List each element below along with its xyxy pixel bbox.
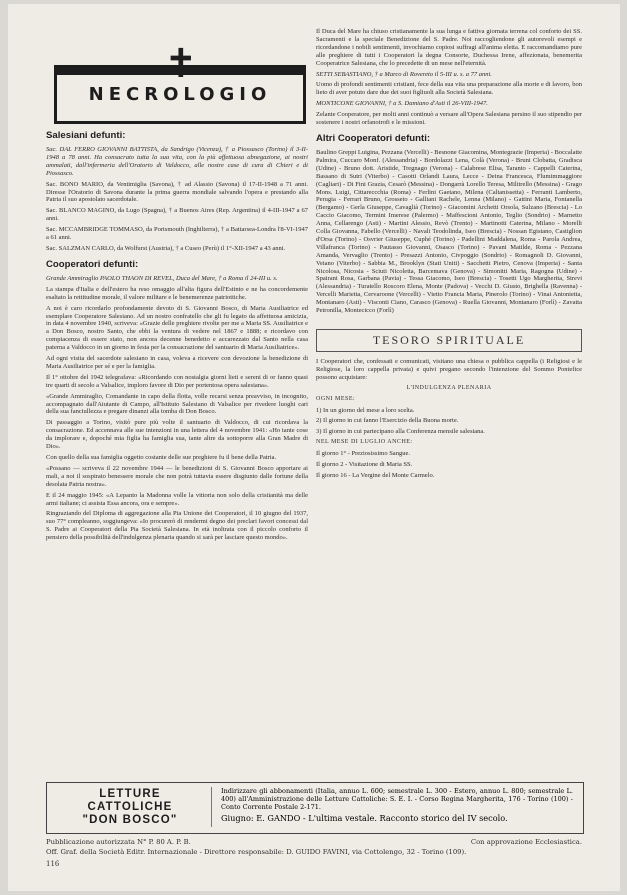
paragraph: Il 1° ottobre del 1942 telegrafava: «Ricordando con nostalgia giorni lieti e sereni di or fanno quasi tre quarti di secolo a Valsalice, imploro favore di Dio per portentosa opera salesiana».	[46, 373, 308, 389]
page-number: 116	[46, 860, 60, 868]
ogni-mese-item: 2) Il giorno in cui fanno l'Esercizio della Buona morte.	[316, 417, 459, 425]
paragraph: Il Duca del Mare ha chiuso cristianamente la sua lunga e fattiva giornata terrena col conforto dei SS. Sacramenti e la speciale Benedizione del S. Padre. Noi raccogliendone gli autorevoli esempi e ricordandone i nobili sentimenti, invochiamo copiosi suffragi all'anima eletta. E raccomandiamo pure alle preghiere di tutti i Cooperatori la degna Consorte, Duchessa Irene, affezionata, benemerita Cooperatrice Salesiana, che lo precedette di un mese nell'eternità.	[316, 28, 582, 67]
salesiano-entry: Sac. DAL FERRO GIOVANNI BATTISTA, da Sandrigo (Vicenza), † a Piossasco (Torino) il 3-II-1948 a 78 anni. Ha consacrato tutta la sua vita, con la più affettuosa abnegazione, ai nostri ammalati, dall'infermeria dell'Oratorio di Valdocco, alle nostre case di cura di Chieri e di Piossasco.	[46, 146, 308, 177]
luglio-heading: NEL MESE DI LUGLIO ANCHE:	[316, 439, 413, 446]
ogni-mese-item: 1) In un giorno del mese a loro scelta.	[316, 406, 415, 414]
salesiano-entry: Sac. BONO MARIO, da Ventimiglia (Savona), † ad Alassio (Savona) il 17-II-1948 a 71 anni. Diresse l'Oratorio di Savona durante la prima guerra mondiale salvando l'opera e prestando alla Patria il suo apostolato sacerdotale.	[46, 180, 308, 204]
left-column	[46, 41, 308, 545]
tesoro-paragraph: I Cooperatori che, confessati e comunicati, visitano una chiesa o pubblica cappella (i Religiosi e le Religiose, la loro cappella privata) e quivi pregano secondo l'intenzione del Sommo Pontefice possono acquistare:	[316, 358, 582, 381]
cooperatori-heading: Cooperatori defunti:	[46, 258, 139, 270]
paragraph: E il 24 maggio 1945: «A Lepanto la Madonna volle la vittoria non solo della cristianità ma delle armi italiane; ci assista Essa ancora, ora e sempre».	[46, 491, 308, 507]
ad-title-line: "DON BOSCO"	[82, 814, 178, 826]
ogni-mese-heading: OGNI MESE:	[316, 395, 356, 402]
tesoro-title: TESORO SPIRITUALE	[372, 333, 526, 347]
paragraph: Di passaggio a Torino, visitò pure più volte il santuario di Valdocco, di cui ricordava la consacrazione. Ed accennava alle sue intenzioni in una lettera del 4 novembre 1941: «Ho tante cose da implorare e, dopoché mia figlia ha famiglia sua, tante altre da sottoporre alla Gran Madre di Dio».	[46, 419, 308, 451]
paragraph: Ringraziando del Diploma di aggregazione alla Pia Unione dei Cooperatori, il 10 giugno del 1937, suo 77° compleanno, soggiungeva: «Io procurerò di rendermi degno dei preclari favori concessi dal S. Padre ai Cooperatori della Pia Società Salesiana. In età inoltrata con il piccolo conforto il pensiero della possibilità dell'indulgenza plenaria quando si sarà per lasciare questo mondo».	[46, 510, 308, 542]
luglio-item: Il giorno 16 - La Vergine del Monte Carmelo.	[316, 471, 435, 479]
paragraph: «Possano — scriveva il 22 novembre 1944 — le benedizioni di S. Giovanni Bosco apportare ai mali, a noi il sospirato benessere morale che non potrà tuttavia essere disgiunto dalle fortune della desolata Patria nostra».	[46, 464, 308, 488]
necrologio-banner	[46, 41, 308, 124]
cooperatori-text	[46, 275, 308, 542]
salesiano-entry: Sac. SALZMAN CARLO, da Wolfurst (Austria), † a Cuseo (Perù) il 1°-XII-1947 a 43 anni.	[46, 244, 286, 252]
ad-text: Indirizzare gli abbonamenti (Italia, annuo L. 600; semestrale L. 300 - Estero, annuo L. 800; semestrale L. 400) all'Amministrazione delle Letture Cattoliche: S. E. I. - Corso Regina Margherita, 176 - Torino (100) - Conto Corrente Postale 2-171.	[221, 787, 573, 811]
paragraph: Con quello della sua famiglia oggetto costante delle sue preghiere fu il bene della Patria.	[46, 454, 277, 461]
banner-title: NECROLOGIO	[88, 84, 272, 105]
altri-heading: Altri Cooperatori defunti:	[316, 132, 431, 144]
salesiano-entry: Sac. MCCAMBRIDGE TOMMASO, da Portsmouth (Inghilterra), † a Battarsea-Londra l'8-VI-1947 a 61 anni.	[46, 226, 308, 242]
altri-list: Baulino Greppi Luigina, Pezzana (Vercelli) - Besnone Giacomina, Montegrazie (Imperia) - Boccalatte Palmira, Cuccaro Monf. (Alessandria) - Bordolazzi Lena, Colà (Verona) - Bruni Clobatta, Gradisca (Udine) - Bruno dott. Aristide, Tregnago (Verona) - Calabrese Elisa, Taranto - Cappelli Caterina, Bassano di Sutri (Viterbo) - Casotti Orlandi Laura, Lecce - Deina Francesca, Flumimmaggiore (Cagliari) - Di Fini Grazia, Cesarò (Messina) - Dongarrà Lorello Teresa, Militrello (Messina) - Grago Mons. Luigi, Cittareccchia (Roma) - Ferlini Gaetano, Milena (Caltanissetta) - Ferranti Lamberto, Perugia - Ferrari Bruno, Grosseto - Galliani Rachele, Lenna (Milano) - Gattini Maria, Fontanella (Bergamo) - Gerla Giuseppe, Cavaglià (Torino) - Giacomini Archetti Orsola, Sulzano (Brescia) - Lo Caccio Giacomo, Termini Imerese (Palermo) - Maffescioni Antonio, Teglio (Sondrio) - Marnetto Anna, Cellarengo (Asti) - Martini Alessio, Revò (Trento) - Martinotti Caterina, Milano - Morelli Colla Giovanna, Fabello (Vercelli) - Navali Teodolinda, Iseo (Brescia) - Nossan Egistano, Castiglion d'Orsa (Torino) - Osvrier Giuseppe, Cuphé (Torino) - Padellini Maddalena, Roma - Parola Andrea, Villafranca (Torino) - Pautasso Giovanni, Osasco (Torino) - Pavani Matilde, Roma - Pezzana Amanda, Vervaglio (Trento) - Presazzi Antonio, Civpoggio (Sondrio) - Romagnoli D. Giovanni, Veiano (Viterbo) - Sabbia M., Brooklyn (Stati Uniti) - Sacchetti Pietro, Cenova (Imperia) - Santa Nicolosa, Nicosia - Sciuti Nicoletta, Barcemava (Genova) - Simonitti Maria, Ragogna (Udine) - Spairani Rosa, Garbana (Pavia) - Tessa Giacomo, Iseo (Brescia) - Tosetti Ugo Margherita, Strevi (Alessandria) - Turatello Roscoro Elena, Monte (Padova) - Vecchi D. Giusto, Brighella (Ravenna) - Vercelli Marietta, Cervaroone (Vercelli) - Vietto Francia Maria, Pinerolo (Torino) - Vinai Antonietta, Montanaro (Asti) - Visconti Ciano, Carasco (Genova) - Ruella Giovanni, Montanaro (Forlì) - Zavatta Petronilla, Montecicco (Forlì)	[316, 148, 582, 315]
paragraph: Zelante Cooperatore, per molti anni continuò a versare all'Opera Salesiana persino il suo stipendio per sostenere i nostri orfanotrofi e le missioni.	[316, 111, 582, 127]
page	[8, 4, 620, 891]
ad-title-line: LETTURE	[99, 788, 161, 800]
paragraph: Grande Ammiraglio PAOLO THAON DI REVEL, Duca del Mare, † a Roma il 24-III u. s.	[46, 274, 278, 282]
paragraph: Ad ogni visita del sacerdote salesiano in casa, voleva a ricevere con devozione la benedizione di Maria Ausiliatrice per sé e per la famiglia.	[46, 355, 308, 370]
ad-title	[55, 788, 205, 827]
salesiani-heading: Salesiani defunti:	[46, 130, 126, 141]
salesiani-list	[46, 146, 308, 253]
tesoro-box	[316, 329, 582, 352]
luglio-item: Il giorno 2 - Visitazione di Maria SS.	[316, 461, 413, 469]
indulgenza-heading: L'INDULGENZA PLENARIA	[406, 384, 492, 391]
luglio-item: Il giorno 1° - Preziosissimo Sangue.	[316, 450, 410, 458]
ad-divider	[211, 787, 212, 827]
salesiano-entry: Sac. BLANCO MAGINO, da Lugo (Spagna), † a Buenos Aires (Rep. Argentina) il 4-III-1947 a 67 anni.	[46, 207, 308, 223]
paragraph: SETTI SEBASTIANO, † a Marco di Rovereto il 5-III u. s. a 77 anni.	[316, 70, 492, 78]
paragraph: A noi è caro ricordarlo profondamente devoto di S. Giovanni Bosco, di Maria Ausiliatrice ed esemplare Cooperatore Salesiano. Ad un nostro confratello che gli fu legato da affettuosa amicizia, in data 4 novembre 1940, scriveva: «Grazie delle preghiere rivolte per me a Maria SS. Ausiliatrice e a Don Bosco, nostro Santo, che ebbi la ventura di vedere nel 1867 e 1888; e ricordavo con compiacenza di essere stato, non ancora decenne benedetto e accarezzato dal Santo nella casa paterna a Valdocco in un giorno in festa per la consacrazione del santuario di Maria Ausiliatrice».	[46, 304, 308, 352]
ad-giugno: Giugno: E. GANDO - L'ultima vestale. Racconto storico del IV secolo.	[221, 813, 508, 823]
footer-authorization: Pubblicazione autorizzata N° P. 80 A. P. B.	[46, 838, 191, 846]
ad-title-line: CATTOLICHE	[87, 801, 173, 813]
paragraph: «Grande Ammiraglio, Comandante in capo della flotta, volle recarsi senza preavviso, in incognito, accompagnato dall'Aiutante di Campo, all'Istituto Salesiano di Valsalice per rivedere luoghi cari della sua fanciullezza e pregare dinanzi alla tomba di Don Bosco.	[46, 392, 308, 416]
footer-approval: Con approvazione Ecclesiastica.	[470, 838, 582, 846]
right-column	[316, 28, 582, 483]
paragraph: La stampa d'Italia e dell'estero ha reso omaggio all'alta figura dell'Estinto e ne ha concordemente esaltato la rettitudine morale, il valore militare e le benemerenze patriottiche.	[46, 285, 308, 301]
footer-printer: Off. Graf. della Società Editr. Internazionale - Direttore responsabile: D. GUIDO FAVINI, via Cottolengo, 32 - Torino (109).	[46, 848, 467, 856]
cross-icon: ✝	[164, 41, 198, 87]
paragraph: Uomo di profondi sentimenti cristiani, fece della sua vita una preparazione alla morte e di lavoro, bon lieto di aver potuto dare due dei suoi figliuoli alla Società Salesiana.	[316, 81, 582, 97]
paragraph: MONTICONE GIOVANNI, † a S. Damiano d'Asti il 26-VIII-1947.	[316, 100, 488, 108]
letture-cattoliche-ad	[46, 782, 584, 834]
ogni-mese-item: 3) Il giorno in cui partecipano alla Conferenza mensile salesiana.	[316, 428, 485, 436]
